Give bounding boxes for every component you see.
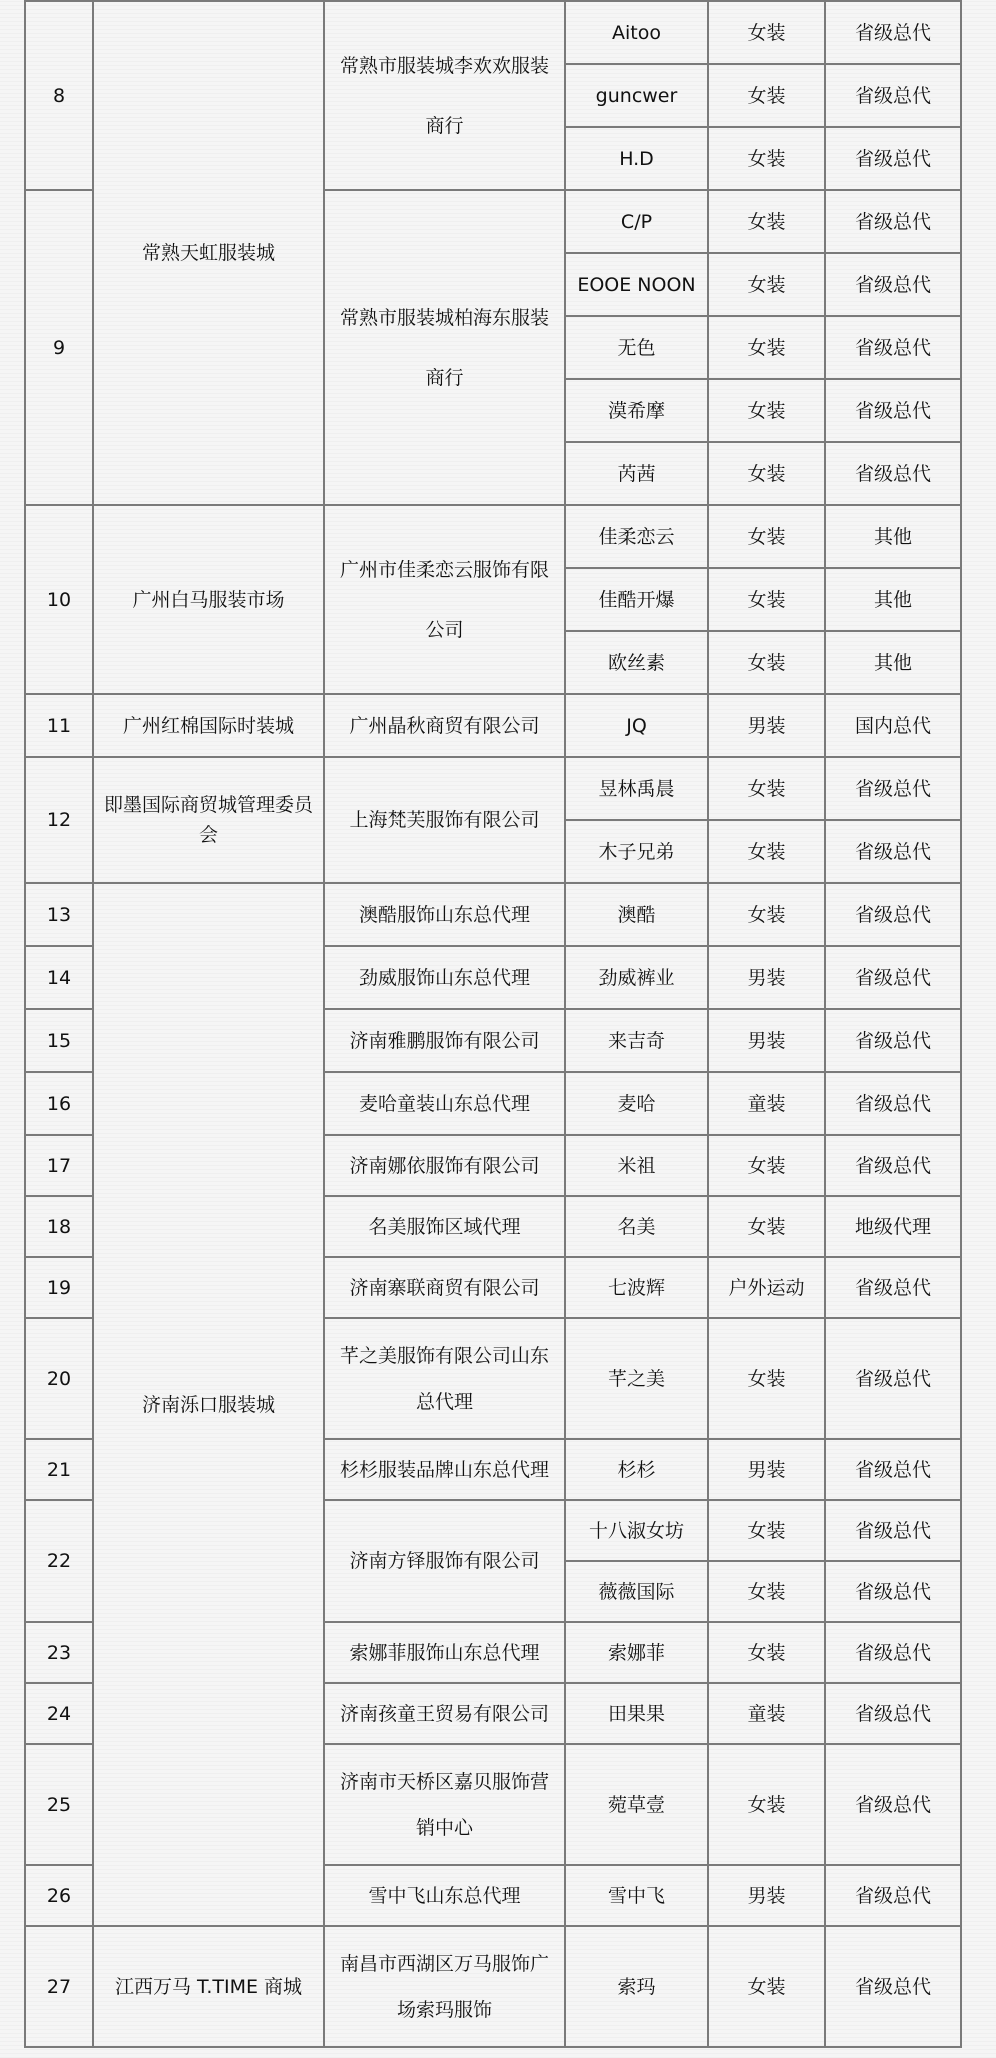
row-number-cell: 24 (25, 1683, 93, 1744)
company-cell: 芊之美服饰有限公司山东总代理 (324, 1318, 565, 1439)
agency-level-cell: 省级总代 (825, 1865, 961, 1926)
agency-table-wrapper (24, 0, 960, 2048)
brand-cell: 田果果 (565, 1683, 708, 1744)
brand-cell: 十八淑女坊 (565, 1500, 708, 1561)
agency-level-cell: 省级总代 (825, 127, 961, 190)
category-cell: 男装 (708, 694, 825, 757)
brand-cell: 芮茜 (565, 442, 708, 505)
category-cell: 女装 (708, 1744, 825, 1865)
category-cell: 女装 (708, 1561, 825, 1622)
company-cell: 常熟市服装城李欢欢服装商行 (324, 1, 565, 190)
row-number-cell: 15 (25, 1009, 93, 1072)
agency-level-cell: 省级总代 (825, 1, 961, 64)
agency-level-cell: 省级总代 (825, 1622, 961, 1683)
brand-cell: 菀草壹 (565, 1744, 708, 1865)
brand-cell: 澳酷 (565, 883, 708, 946)
agency-table-body (25, 1, 961, 2047)
category-cell: 男装 (708, 1865, 825, 1926)
agency-level-cell: 国内总代 (825, 694, 961, 757)
agency-level-cell: 省级总代 (825, 1009, 961, 1072)
agency-level-cell: 地级代理 (825, 1196, 961, 1257)
category-cell: 女装 (708, 253, 825, 316)
brand-cell: 米祖 (565, 1135, 708, 1196)
category-cell: 女装 (708, 1318, 825, 1439)
row-number-cell: 10 (25, 505, 93, 694)
agency-level-cell: 省级总代 (825, 253, 961, 316)
row-number-cell: 16 (25, 1072, 93, 1135)
brand-cell: 劲威裤业 (565, 946, 708, 1009)
brand-cell: guncwer (565, 64, 708, 127)
company-cell: 雪中飞山东总代理 (324, 1865, 565, 1926)
category-cell: 女装 (708, 64, 825, 127)
company-cell: 济南娜依服饰有限公司 (324, 1135, 565, 1196)
category-cell: 童装 (708, 1072, 825, 1135)
market-cell: 广州白马服装市场 (93, 505, 324, 694)
agency-level-cell: 省级总代 (825, 1683, 961, 1744)
table-row (25, 1, 961, 64)
company-cell: 南昌市西湖区万马服饰广场索玛服饰 (324, 1926, 565, 2047)
brand-cell: 昱林禹晨 (565, 757, 708, 820)
row-number-cell: 26 (25, 1865, 93, 1926)
company-cell: 广州市佳柔恋云服饰有限公司 (324, 505, 565, 694)
brand-cell: EOOE NOON (565, 253, 708, 316)
row-number-cell: 19 (25, 1257, 93, 1318)
company-cell: 济南市天桥区嘉贝服饰营销中心 (324, 1744, 565, 1865)
row-number-cell: 17 (25, 1135, 93, 1196)
brand-cell: 杉杉 (565, 1439, 708, 1500)
agency-level-cell: 省级总代 (825, 1500, 961, 1561)
category-cell: 女装 (708, 442, 825, 505)
category-cell: 户外运动 (708, 1257, 825, 1318)
brand-cell: 佳酷开爆 (565, 568, 708, 631)
market-cell: 常熟天虹服装城 (93, 1, 324, 505)
company-cell: 上海梵芙服饰有限公司 (324, 757, 565, 883)
agency-level-cell: 省级总代 (825, 64, 961, 127)
agency-level-cell: 省级总代 (825, 1744, 961, 1865)
row-number-cell: 23 (25, 1622, 93, 1683)
brand-cell: JQ (565, 694, 708, 757)
category-cell: 男装 (708, 1009, 825, 1072)
category-cell: 女装 (708, 631, 825, 694)
row-number-cell: 8 (25, 1, 93, 190)
table-row (25, 694, 961, 757)
company-cell: 名美服饰区域代理 (324, 1196, 565, 1257)
agency-level-cell: 省级总代 (825, 1439, 961, 1500)
row-number-cell: 25 (25, 1744, 93, 1865)
company-cell: 济南方铎服饰有限公司 (324, 1500, 565, 1622)
agency-level-cell: 省级总代 (825, 757, 961, 820)
agency-level-cell: 其他 (825, 568, 961, 631)
category-cell: 女装 (708, 568, 825, 631)
agency-level-cell: 其他 (825, 505, 961, 568)
brand-cell: 来吉奇 (565, 1009, 708, 1072)
row-number-cell: 21 (25, 1439, 93, 1500)
agency-table (24, 0, 962, 2048)
agency-level-cell: 省级总代 (825, 316, 961, 379)
brand-cell: 麦哈 (565, 1072, 708, 1135)
category-cell: 男装 (708, 946, 825, 1009)
brand-cell: H.D (565, 127, 708, 190)
company-cell: 索娜菲服饰山东总代理 (324, 1622, 565, 1683)
category-cell: 女装 (708, 316, 825, 379)
brand-cell: 佳柔恋云 (565, 505, 708, 568)
company-cell: 济南寨联商贸有限公司 (324, 1257, 565, 1318)
row-number-cell: 14 (25, 946, 93, 1009)
category-cell: 女装 (708, 1135, 825, 1196)
category-cell: 女装 (708, 1622, 825, 1683)
company-cell: 济南雅鹏服饰有限公司 (324, 1009, 565, 1072)
company-cell: 济南孩童王贸易有限公司 (324, 1683, 565, 1744)
table-row (25, 505, 961, 568)
agency-level-cell: 省级总代 (825, 883, 961, 946)
agency-level-cell: 省级总代 (825, 1257, 961, 1318)
category-cell: 女装 (708, 1, 825, 64)
market-cell: 广州红棉国际时装城 (93, 694, 324, 757)
category-cell: 女装 (708, 190, 825, 253)
agency-level-cell: 省级总代 (825, 1561, 961, 1622)
category-cell: 女装 (708, 757, 825, 820)
company-cell: 麦哈童装山东总代理 (324, 1072, 565, 1135)
brand-cell: Aitoo (565, 1, 708, 64)
market-cell: 江西万马 T.TIME 商城 (93, 1926, 324, 2047)
category-cell: 女装 (708, 127, 825, 190)
brand-cell: 芊之美 (565, 1318, 708, 1439)
category-cell: 男装 (708, 1439, 825, 1500)
brand-cell: 索玛 (565, 1926, 708, 2047)
category-cell: 女装 (708, 379, 825, 442)
row-number-cell: 11 (25, 694, 93, 757)
agency-level-cell: 省级总代 (825, 820, 961, 883)
category-cell: 女装 (708, 1196, 825, 1257)
company-cell: 劲威服饰山东总代理 (324, 946, 565, 1009)
company-cell: 澳酷服饰山东总代理 (324, 883, 565, 946)
row-number-cell: 13 (25, 883, 93, 946)
brand-cell: C/P (565, 190, 708, 253)
brand-cell: 雪中飞 (565, 1865, 708, 1926)
agency-level-cell: 省级总代 (825, 1926, 961, 2047)
brand-cell: 索娜菲 (565, 1622, 708, 1683)
brand-cell: 七波辉 (565, 1257, 708, 1318)
brand-cell: 薇薇国际 (565, 1561, 708, 1622)
market-cell: 济南泺口服装城 (93, 883, 324, 1926)
company-cell: 杉杉服装品牌山东总代理 (324, 1439, 565, 1500)
brand-cell: 无色 (565, 316, 708, 379)
category-cell: 女装 (708, 1500, 825, 1561)
category-cell: 女装 (708, 883, 825, 946)
agency-level-cell: 省级总代 (825, 379, 961, 442)
category-cell: 童装 (708, 1683, 825, 1744)
category-cell: 女装 (708, 505, 825, 568)
agency-level-cell: 省级总代 (825, 1072, 961, 1135)
agency-level-cell: 省级总代 (825, 1318, 961, 1439)
agency-level-cell: 省级总代 (825, 442, 961, 505)
row-number-cell: 9 (25, 190, 93, 505)
row-number-cell: 27 (25, 1926, 93, 2047)
table-row (25, 1926, 961, 2047)
agency-level-cell: 省级总代 (825, 190, 961, 253)
market-cell: 即墨国际商贸城管理委员会 (93, 757, 324, 883)
brand-cell: 名美 (565, 1196, 708, 1257)
brand-cell: 木子兄弟 (565, 820, 708, 883)
agency-level-cell: 其他 (825, 631, 961, 694)
row-number-cell: 20 (25, 1318, 93, 1439)
brand-cell: 漠希摩 (565, 379, 708, 442)
agency-level-cell: 省级总代 (825, 946, 961, 1009)
brand-cell: 欧丝素 (565, 631, 708, 694)
category-cell: 女装 (708, 1926, 825, 2047)
table-row (25, 757, 961, 820)
category-cell: 女装 (708, 820, 825, 883)
company-cell: 广州晶秋商贸有限公司 (324, 694, 565, 757)
row-number-cell: 22 (25, 1500, 93, 1622)
table-row (25, 883, 961, 946)
row-number-cell: 12 (25, 757, 93, 883)
row-number-cell: 18 (25, 1196, 93, 1257)
agency-level-cell: 省级总代 (825, 1135, 961, 1196)
company-cell: 常熟市服装城柏海东服装商行 (324, 190, 565, 505)
